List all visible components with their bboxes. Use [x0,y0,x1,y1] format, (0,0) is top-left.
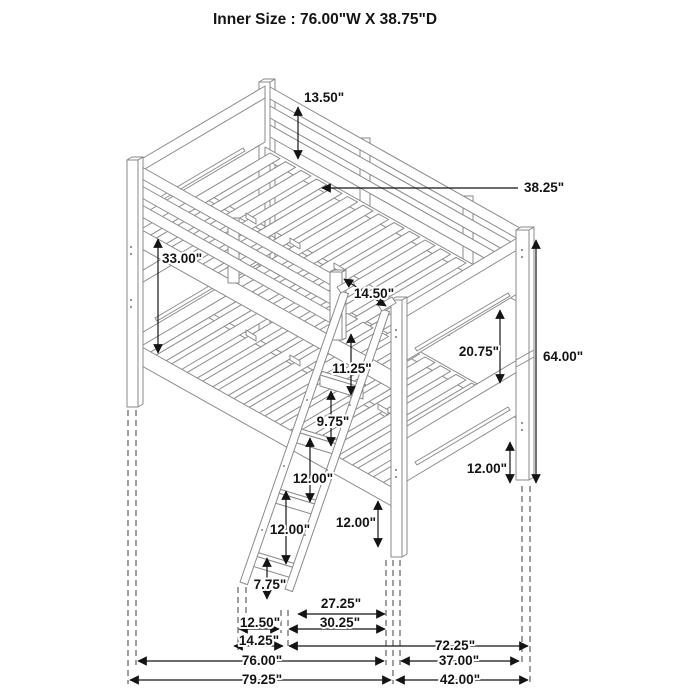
dim-label-bunk-spacing: 33.00" [162,251,203,266]
dim-label-ladder-projection: 27.25" [320,596,362,611]
dim-label-front-post-clearance: 12.00" [335,515,376,530]
dim-label-overall-depth: 42.00" [439,672,481,687]
dim-label-ladder-opening: 14.50" [353,286,395,301]
dim-label-rail-depth: 11.25" [332,361,372,376]
post-head-front [127,157,143,407]
dim-label-foot-span: 37.00" [438,653,480,668]
dim-label-inner-width: 76.00" [241,653,283,668]
dim-label-ladder-base-span: 30.25" [319,615,361,630]
dim-label-bunk-gap-foot: 20.75" [458,344,499,359]
dim-label-step-top: 9.75" [316,414,350,429]
dim-label-slat-depth: 38.25" [524,180,565,195]
dim-label-ladder-base-outer: 14.25" [238,633,280,648]
dim-label-guardrail-height: 13.50" [304,90,345,105]
post-foot-back [516,227,534,480]
dim-label-overall-height: 64.00" [543,349,584,364]
dim-label-underbed-clearance: 12.00" [466,461,507,476]
dim-label-overall-width: 79.25" [241,672,283,687]
diagram-title: Inner Size : 76.00"W X 38.75"D [212,11,438,28]
bed-frame [127,79,534,592]
dim-label-bed-minus-ladder: 72.25" [434,638,476,653]
dim-label-ladder-base-inner: 12.50" [239,615,281,630]
dim-label-step-upper: 12.00" [292,471,334,486]
post-foot-front [391,297,407,557]
dim-label-step-floor: 7.75" [253,577,287,592]
dim-label-step-lower: 12.00" [269,522,311,537]
